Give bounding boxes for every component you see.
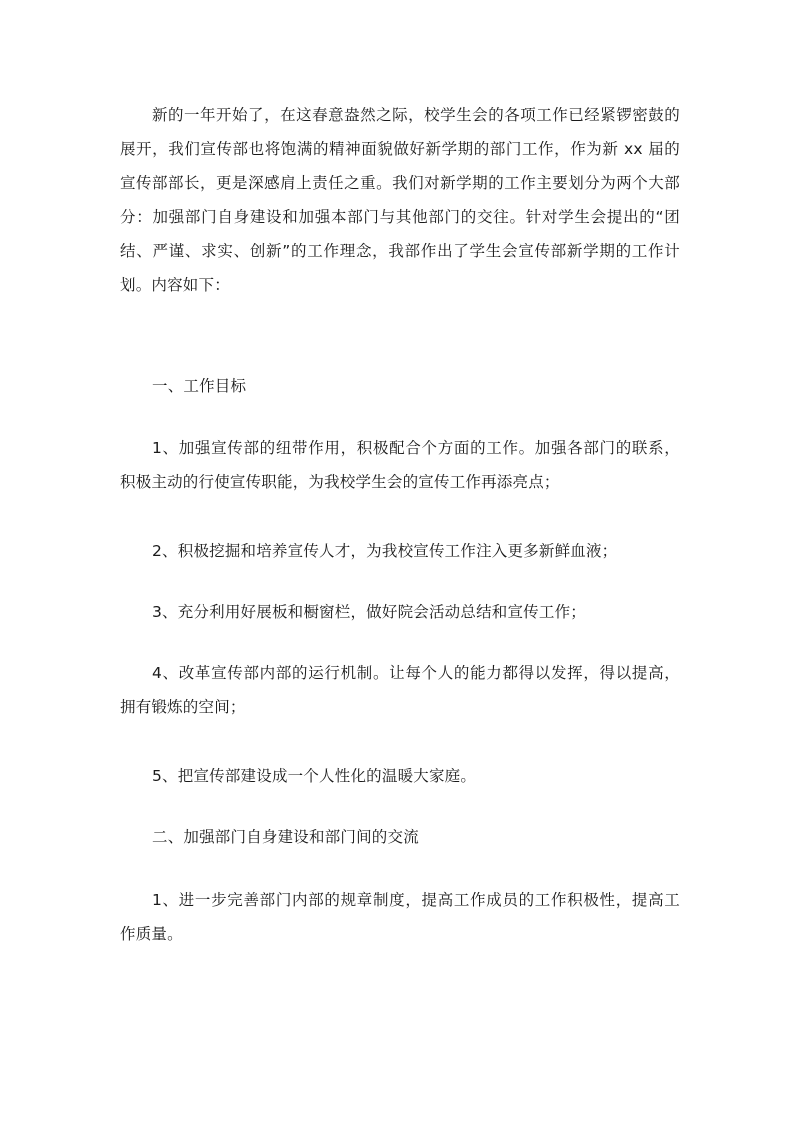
goal-item-2: 2、积极挖掘和培养宣传人才，为我校宣传工作注入更多新鲜血液； — [152, 542, 618, 560]
goal-item-1: 1、加强宣传部的纽带作用，积极配合个方面的工作。加强各部门的联系，积极主动的行使宣传职能，为我校学生会的宣传工作再添亮点； — [120, 439, 680, 491]
goal-item-3: 3、充分利用好展板和橱窗栏，做好院会活动总结和宣传工作； — [152, 603, 586, 621]
goal-item-4: 4、改革宣传部内部的运行机制。让每个人的能力都得以发挥，得以提高，拥有锻炼的空间； — [120, 664, 680, 716]
section-heading-communication: 二、加强部门自身建设和部门间的交流 — [152, 828, 419, 846]
goal-item-5: 5、把宣传部建设成一个人性化的温暖大家庭。 — [152, 767, 477, 785]
intro-paragraph: 新的一年开始了，在这春意盎然之际，校学生会的各项工作已经紧锣密鼓的展开，我们宣传部也将饱满的精神面貌做好新学期的部门工作，作为新 xx 届的宣传部部长，更是深感肩上责任之重。我们对新学期的工作主要划分为两个大部分：加强部门自身建设和加强本部门与其他部门的交往。针对学生会提出的“团结、严谨、求实、创新”的工作理念，我部作出了学生会宣传部新学期的工作计划。内容如下： — [120, 106, 680, 294]
section-heading-goals: 一、工作目标 — [152, 377, 247, 395]
communication-item-1: 1、进一步完善部门内部的规章制度，提高工作成员的工作积极性，提高工作质量。 — [120, 891, 680, 943]
